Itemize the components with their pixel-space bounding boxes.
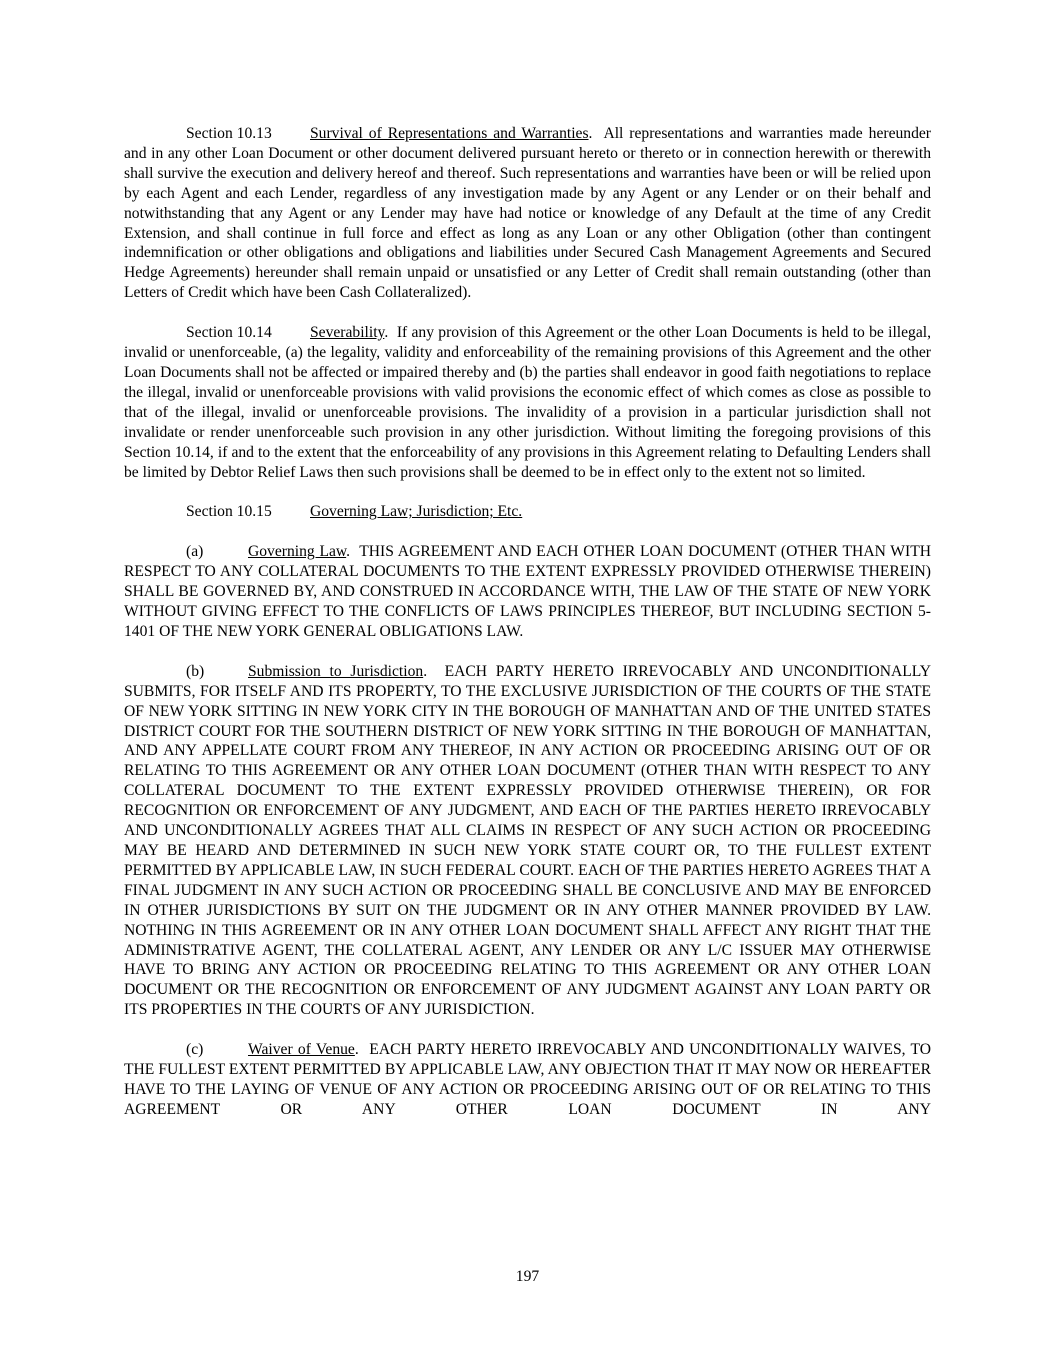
section-10-13-paragraph: Section 10.13 Survival of Representations and Warranties. All representations and warranties made hereunder and in any other Loan Document or other document delivered pursuant hereto or thereto or in connection herewith or therewith shall survive the execution and delivery hereof and thereof. Such representations and warranties have been or will be relied upon by each Agent and each Lender, regardless of any investigation made by any Agent or any Lender or on their behalf and notwithstanding that any Agent or any Lender may have had notice or knowledge of any Default at the time of any Credit Extension, and shall continue in full force and effect as long as any Loan or any other Obligation (other than contingent indemnification or other obligations and obligations and liabilities under Secured Cash Management Agreements and Secured Hedge Agreements) hereunder shall remain unpaid or unsatisfied or any Letter of Credit shall remain outstanding (other than Letters of Credit which have been Cash Collateralized).: [124, 125, 931, 302]
section-body: If any provision of this Agreement or the other Loan Documents is held to be illegal, invalid or unenforceable, (a) the legality, validity and enforceability of the remaining provisions of this Agreement and the other Loan Documents shall not be affected or impaired thereby and (b) the parties shall endeavor in good faith negotiations to replace the illegal, invalid or unenforceable provisions with valid provisions the economic effect of which comes as close as possible to that of the illegal, invalid or unenforceable provisions. The invalidity of a provision in a particular jurisdiction shall not invalidate or render unenforceable such provision in any other jurisdiction. Without limiting the foregoing provisions of this Section 10.14, if and to the extent that the enforceability of any provisions in this Agreement relating to Defaulting Lenders shall be limited by Debtor Relief Laws then such provisions shall be deemed to be in effect only to the extent not so limited.: [124, 324, 931, 481]
subsection-label: (a): [186, 543, 204, 561]
subsection-a-paragraph: (a) Governing Law. THIS AGREEMENT AND EACH OTHER LOAN DOCUMENT (OTHER THAN WITH RESPECT TO ANY COLLATERAL DOCUMENTS TO THE EXTENT EXPRESSLY PROVIDED OTHERWISE THEREIN) SHALL BE GOVERNED BY, AND CONSTRUED IN ACCORDANCE WITH, THE LAW OF THE STATE OF NEW YORK WITHOUT GIVING EFFECT TO THE CONFLICTS OF LAWS PRINCIPLES THEREOF, BUT INCLUDING SECTION 5-1401 OF THE NEW YORK GENERAL OBLIGATIONS LAW.: [124, 543, 931, 640]
section-title: Severability: [310, 324, 385, 342]
section-number: Section 10.15: [186, 503, 272, 521]
section-title: Survival of Representations and Warranties: [310, 125, 589, 142]
section-10-15-heading: [124, 502, 931, 522]
section-10-14-paragraph: Section 10.14 Severability. If any provision of this Agreement or the other Loan Documents is held to be illegal, invalid or unenforceable, (a) the legality, validity and enforceability of the remaining provisions of this Agreement and the other Loan Documents shall not be affected or impaired thereby and (b) the parties shall endeavor in good faith negotiations to replace the illegal, invalid or unenforceable provisions with valid provisions the economic effect of which comes as close as possible to that of the illegal, invalid or unenforceable provisions. The invalidity of a provision in a particular jurisdiction shall not invalidate or render unenforceable such provision in any other jurisdiction. Without limiting the foregoing provisions of this Section 10.14, if and to the extent that the enforceability of any provisions in this Agreement relating to Defaulting Lenders shall be limited by Debtor Relief Laws then such provisions shall be deemed to be in effect only to the extent not so limited.: [124, 324, 931, 481]
section-number: Section 10.14: [186, 324, 272, 342]
subsection-body: THIS AGREEMENT AND EACH OTHER LOAN DOCUMENT (OTHER THAN WITH RESPECT TO ANY COLLATERAL DOCUMENTS TO THE EXTENT EXPRESSLY PROVIDED OTHERWISE THEREIN) SHALL BE GOVERNED BY, AND CONSTRUED IN ACCORDANCE WITH, THE LAW OF THE STATE OF NEW YORK WITHOUT GIVING EFFECT TO THE CONFLICTS OF LAWS PRINCIPLES THEREOF, BUT INCLUDING SECTION 5-1401 OF THE NEW YORK GENERAL OBLIGATIONS LAW.: [124, 543, 931, 640]
subsection-title: Waiver of Venue: [248, 1041, 355, 1059]
subsection-label: (b): [186, 662, 205, 680]
document-page: [124, 124, 931, 1140]
subsection-label: (c): [186, 1041, 204, 1059]
section-body: All representations and warranties made hereunder and in any other Loan Document or other document delivered pursuant hereto or thereto or in connection herewith or therewith shall survive the execution and delivery hereof and thereof. Such representations and warranties have been or will be relied upon by each Agent and each Lender, regardless of any investigation made by any Agent or any Lender or on their behalf and notwithstanding that any Agent or any Lender may have had notice or knowledge of any Default at the time of any Credit Extension, and shall continue in full force and effect as long as any Loan or any other Obligation (other than contingent indemnification or other obligations and obligations and liabilities under Secured Cash Management Agreements and Secured Hedge Agreements) hereunder shall remain unpaid or unsatisfied or any Letter of Credit shall remain outstanding (other than Letters of Credit which have been Cash Collateralized).: [124, 125, 931, 302]
subsection-body: EACH PARTY HERETO IRREVOCABLY AND UNCONDITIONALLY WAIVES, TO THE FULLEST EXTENT PERMITTED BY APPLICABLE LAW, ANY OBJECTION THAT IT MAY NOW OR HEREAFTER HAVE TO THE LAYING OF VENUE OF ANY ACTION OR PROCEEDING ARISING OUT OF OR RELATING TO THIS AGREEMENT OR ANY OTHER LOAN DOCUMENT IN ANY: [124, 1041, 932, 1118]
subsection-title: Governing Law: [248, 543, 347, 561]
subsection-b-paragraph: (b) Submission to Jurisdiction. EACH PARTY HERETO IRREVOCABLY AND UNCONDITIONALLY SUBMITS, FOR ITSELF AND ITS PROPERTY, TO THE EXCLUSIVE JURISDICTION OF THE COURTS OF THE STATE OF NEW YORK SITTING IN NEW YORK CITY IN THE BOROUGH OF MANHATTAN AND OF THE UNITED STATES DISTRICT COURT FOR THE SOUTHERN DISTRICT OF NEW YORK SITTING IN THE BOROUGH OF MANHATTAN, AND ANY APPELLATE COURT FROM ANY THEREOF, IN ANY ACTION OR PROCEEDING ARISING OUT OF OR RELATING TO THIS AGREEMENT OR ANY OTHER LOAN DOCUMENT (OTHER THAN WITH RESPECT TO ANY COLLATERAL DOCUMENT TO THE EXTENT EXPRESSLY PROVIDED OTHERWISE THEREIN), OR FOR RECOGNITION OR ENFORCEMENT OF ANY JUDGMENT, AND EACH OF THE PARTIES HERETO IRREVOCABLY AND UNCONDITIONALLY AGREES THAT ALL CLAIMS IN RESPECT OF ANY SUCH ACTION OR PROCEEDING MAY BE HEARD AND DETERMINED IN SUCH NEW YORK STATE COURT OR, TO THE FULLEST EXTENT PERMITTED BY APPLICABLE LAW, IN SUCH FEDERAL COURT. EACH OF THE PARTIES HERETO AGREES THAT A FINAL JUDGMENT IN ANY SUCH ACTION OR PROCEEDING SHALL BE CONCLUSIVE AND MAY BE ENFORCED IN OTHER JURISDICTIONS BY SUIT ON THE JUDGMENT OR IN ANY OTHER MANNER PROVIDED BY LAW. NOTHING IN THIS AGREEMENT OR IN ANY OTHER LOAN DOCUMENT SHALL AFFECT ANY RIGHT THAT THE ADMINISTRATIVE AGENT, THE COLLATERAL AGENT, ANY LENDER OR ANY L/C ISSUER MAY OTHERWISE HAVE TO BRING ANY ACTION OR PROCEEDING RELATING TO THIS AGREEMENT OR ANY OTHER LOAN DOCUMENT OR THE RECOGNITION OR ENFORCEMENT OF ANY JUDGMENT AGAINST ANY LOAN PARTY OR ITS PROPERTIES IN THE COURTS OF ANY JURISDICTION.: [124, 662, 931, 1019]
page-number: 197: [515, 1268, 540, 1285]
section-title: Governing Law; Jurisdiction; Etc.: [310, 503, 523, 521]
subsection-title: Submission to Jurisdiction: [248, 662, 424, 680]
subsection-body: EACH PARTY HERETO IRREVOCABLY AND UNCONDITIONALLY SUBMITS, FOR ITSELF AND ITS PROPERTY, TO THE EXCLUSIVE JURISDICTION OF THE COURTS OF THE STATE OF NEW YORK SITTING IN NEW YORK CITY IN THE BOROUGH OF MANHATTAN AND OF THE UNITED STATES DISTRICT COURT FOR THE SOUTHERN DISTRICT OF NEW YORK SITTING IN THE BOROUGH OF MANHATTAN, AND ANY APPELLATE COURT FROM ANY THEREOF, IN ANY ACTION OR PROCEEDING ARISING OUT OF OR RELATING TO THIS AGREEMENT OR ANY OTHER LOAN DOCUMENT (OTHER THAN WITH RESPECT TO ANY COLLATERAL DOCUMENT TO THE EXTENT EXPRESSLY PROVIDED OTHERWISE THEREIN), OR FOR RECOGNITION OR ENFORCEMENT OF ANY JUDGMENT, AND EACH OF THE PARTIES HERETO IRREVOCABLY AND UNCONDITIONALLY AGREES THAT ALL CLAIMS IN RESPECT OF ANY SUCH ACTION OR PROCEEDING MAY BE HEARD AND DETERMINED IN SUCH NEW YORK STATE COURT OR, TO THE FULLEST EXTENT PERMITTED BY APPLICABLE LAW, IN SUCH FEDERAL COURT. EACH OF THE PARTIES HERETO AGREES THAT A FINAL JUDGMENT IN ANY SUCH ACTION OR PROCEEDING SHALL BE CONCLUSIVE AND MAY BE ENFORCED IN OTHER JURISDICTIONS BY SUIT ON THE JUDGMENT OR IN ANY OTHER MANNER PROVIDED BY LAW. NOTHING IN THIS AGREEMENT OR IN ANY OTHER LOAN DOCUMENT SHALL AFFECT ANY RIGHT THAT THE ADMINISTRATIVE AGENT, THE COLLATERAL AGENT, ANY LENDER OR ANY L/C ISSUER MAY OTHERWISE HAVE TO BRING ANY ACTION OR PROCEEDING RELATING TO THIS AGREEMENT OR ANY OTHER LOAN DOCUMENT OR THE RECOGNITION OR ENFORCEMENT OF ANY JUDGMENT AGAINST ANY LOAN PARTY OR ITS PROPERTIES IN THE COURTS OF ANY JURISDICTION.: [124, 662, 931, 1019]
subsection-c-paragraph: (c) Waiver of Venue. EACH PARTY HERETO IRREVOCABLY AND UNCONDITIONALLY WAIVES, TO THE FULLEST EXTENT PERMITTED BY APPLICABLE LAW, ANY OBJECTION THAT IT MAY NOW OR HEREAFTER HAVE TO THE LAYING OF VENUE OF ANY ACTION OR PROCEEDING ARISING OUT OF OR RELATING TO THIS AGREEMENT OR ANY OTHER LOAN DOCUMENT IN ANY: [124, 1041, 932, 1118]
section-number: Section 10.13: [186, 125, 272, 142]
